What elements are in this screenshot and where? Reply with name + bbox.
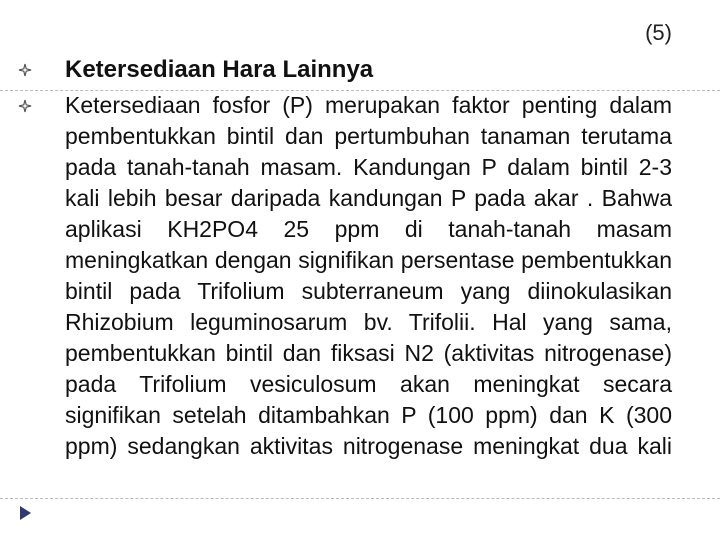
dingbat-bullet-icon <box>18 63 32 77</box>
divider-line <box>0 498 720 499</box>
dingbat-bullet-icon <box>18 99 32 113</box>
body-paragraph: Ketersediaan fosfor (P) merupakan faktor penting dalam pembentukkan bintil dan pertumbuhan tanaman terutama pada tanah-tanah masam. Kandungan P dalam bintil 2-3 kali lebih besar daripada kandungan P pada akar . Bahwa aplikasi KH2PO4 25 ppm di tanah-tanah masam meningkatkan dengan signifikan persentase pembentukkan bintil pada Trifolium subterraneum yang diinokulasikan Rhizobium leguminosarum bv. Trifolii. Hal yang sama, pembentukkan bintil dan fiksasi N2 (aktivitas nitrogenase) pada Trifolium vesiculosum akan meningkat secara signifikan setelah ditambahkan P (100 ppm) dan K (300 ppm) sedangkan aktivitas nitrogenase meningkat dua kali <box>65 92 672 459</box>
slide-number: (5) <box>645 20 672 45</box>
arrow-bullet-icon <box>18 505 32 521</box>
body-bullet-row <box>18 90 672 462</box>
slide-title: Ketersediaan Hara Lainnya <box>65 56 374 83</box>
title-bullet-row <box>18 54 672 85</box>
